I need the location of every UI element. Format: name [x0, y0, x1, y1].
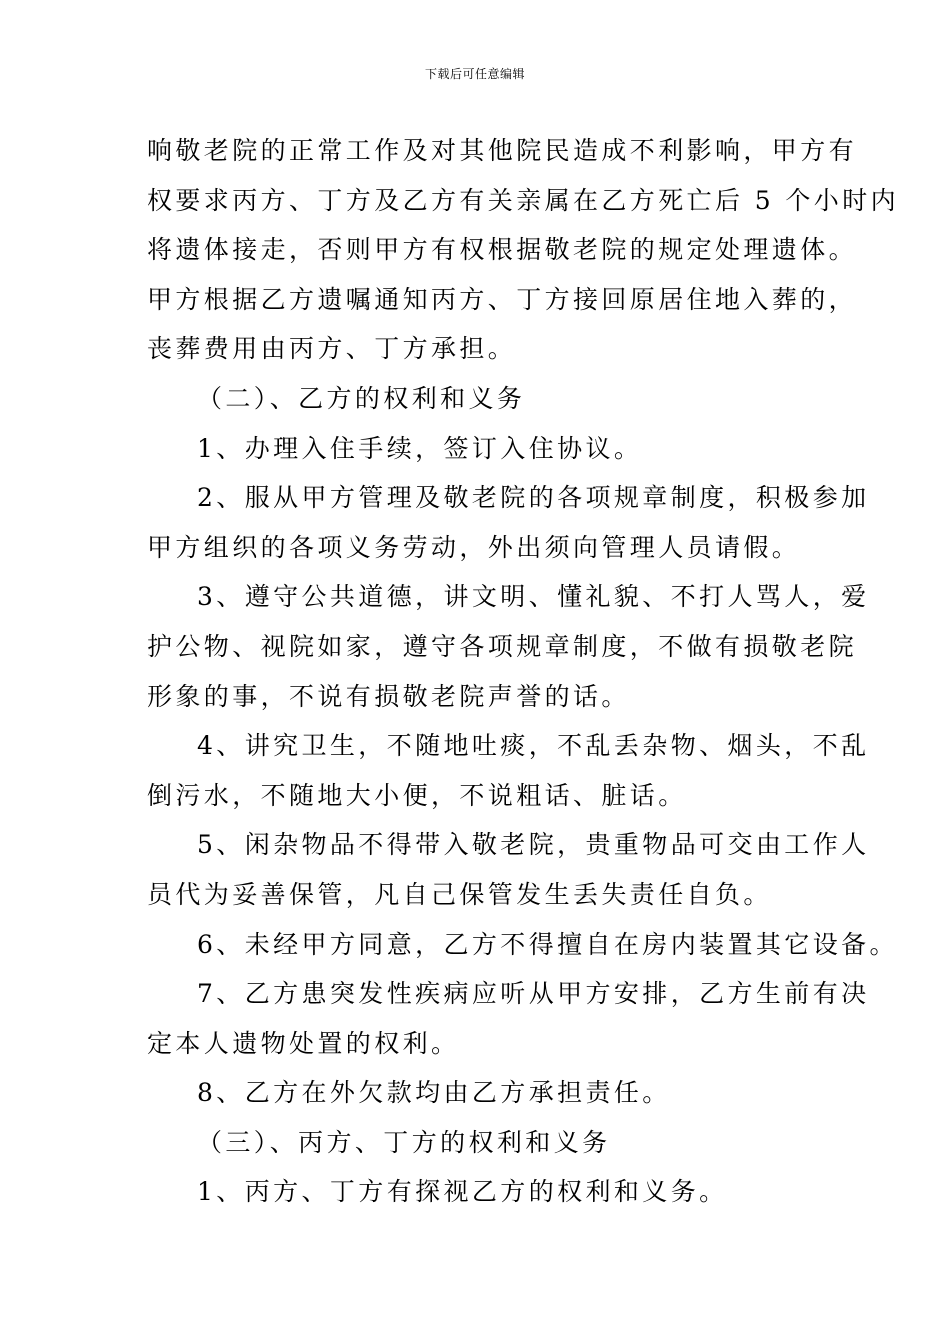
text-line: 定本人遗物处置的权利。: [147, 1028, 460, 1058]
section-heading: （二）、乙方的权利和义务: [197, 383, 526, 413]
page-header: 下载后可任意编辑: [424, 67, 525, 81]
text-line: 甲方组织的各项义务劳动，外出须向管理人员请假。: [147, 532, 801, 562]
text-line: 响敬老院的正常工作及对其他院民造成不利影响，甲方有: [147, 136, 858, 165]
document-body: [147, 126, 900, 1217]
list-item: 1、丙方、丁方有探视乙方的权利和义务。: [197, 1177, 728, 1207]
section-heading: （三）、丙方、丁方的权利和义务: [197, 1127, 611, 1157]
text-line: 丧葬费用由丙方、丁方承担。: [147, 334, 517, 364]
list-item: 3、遵守公共道德，讲文明、懂礼貌、不打人骂人，爱: [197, 582, 870, 612]
list-item: 8、乙方在外欠款均由乙方承担责任。: [197, 1078, 671, 1108]
text-line: 甲方根据乙方遗嘱通知丙方、丁方接回原居住地入葬的，: [147, 284, 858, 314]
text-line: 形象的事，不说有损敬老院声誉的话。: [147, 681, 630, 711]
text-line: 倒污水，不随地大小便，不说粗话、脏话。: [147, 780, 687, 810]
text-line: 员代为妥善保管，凡自己保管发生丢失责任自负。: [147, 879, 772, 909]
list-item: 5、闲杂物品不得带入敬老院，贵重物品可交由工作人: [197, 830, 870, 860]
list-item: 1、办理入住手续，签订入住协议。: [197, 433, 643, 463]
text-line: 护公物、视院如家，遵守各项规章制度，不做有损敬老院: [147, 631, 858, 661]
list-item: 2、服从甲方管理及敬老院的各项规章制度，积极参加: [197, 483, 870, 513]
text-line: 将遗体接走，否则甲方有权根据敬老院的规定处理遗体。: [147, 235, 858, 265]
list-item: 7、乙方患突发性疾病应听从甲方安排，乙方生前有决: [197, 979, 870, 1009]
list-item: 6、未经甲方同意，乙方不得擅自在房内装置其它设备。: [197, 929, 898, 959]
text-line: 权要求丙方、丁方及乙方有关亲属在乙方死亡后 5 个小时内: [147, 185, 900, 215]
list-item: 4、讲究卫生，不随地吐痰，不乱丢杂物、烟头，不乱: [197, 731, 870, 761]
